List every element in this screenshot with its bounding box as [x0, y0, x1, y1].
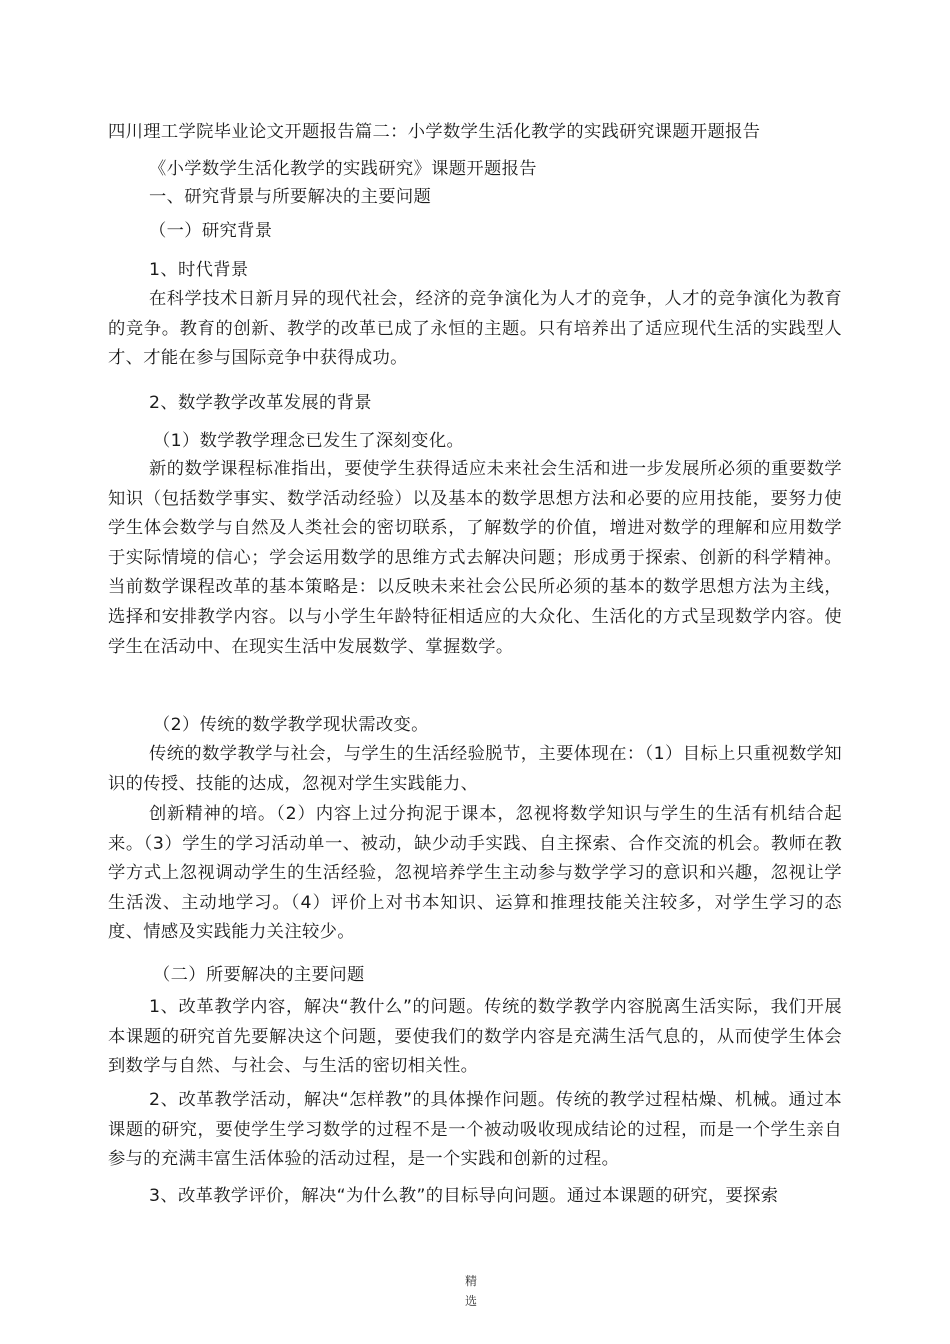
paragraph-problem-2: 2、改革教学活动，解决“怎样教”的具体操作问题。传统的教学过程枯燥、机械。通过本课题的研究，要使学生学习数学的过程不是一个被动吸收现成结论的过程，而是一个学生亲自参与的充满丰富生活体验的活动过程，是一个实践和创新的过程。	[108, 1090, 842, 1170]
subsection-heading-background: （一）研究背景	[149, 221, 273, 241]
footer-char-2: 选	[464, 1294, 477, 1308]
paragraph-curriculum-standard: 新的数学课程标准指出，要使学生获得适应未来社会生活和进一步发展所必须的重要数学知识（包括数学事实、数学活动经验）以及基本的数学思想方法和必要的应用技能，要努力使学生体会数学与自然及人类社会的密切联系，了解数学的价值，增进对数学的理解和应用数学于实际情境的信心；学会运用数学的思维方式去解决问题；形成勇于探索、创新的科学精神。当前数学课程改革的基本策略是：以反映未来社会公民所必须的基本的数学思想方法为主线，选择和安排教学内容。以与小学生年龄特征相适应的大众化、生活化的方式呈现数学内容。使学生在活动中、在现实生活中发展数学、掌握数学。	[108, 459, 842, 657]
paragraph-traditional-issues: 创新精神的培。（2）内容上过分拘泥于课本，忽视将数学知识与学生的生活有机结合起来。（3）学生的学习活动单一、被动，缺少动手实践、自主探索、合作交流的机会。教师在教学方式上忽视调动学生的生活经验，忽视培养学生主动参与数学学习的意识和兴趣，忽视让学生活泼、主动地学习。（4）评价上对书本知识、运算和推理技能关注较多，对学生学习的态度、情感及实践能力关注较少。	[108, 804, 842, 943]
paragraph-era-background: 在科学技术日新月异的现代社会，经济的竞争演化为人才的竞争，人才的竞争演化为教育的竞争。教育的创新、教学的改革已成了永恒的主题。只有培养出了适应现代生活的实践型人才、才能在参与国际竞争中获得成功。	[108, 289, 842, 369]
paragraph-problem-3: 3、改革教学评价，解决“为什么教”的目标导向问题。通过本课题的研究，要探索	[149, 1186, 779, 1206]
report-title: 《小学数学生活化教学的实践研究》课题开题报告	[149, 159, 537, 179]
subsection-heading-main-problems: （二）所要解决的主要问题	[153, 965, 365, 985]
document-title: 四川理工学院毕业论文开题报告篇二：小学数学生活化教学的实践研究课题开题报告	[108, 122, 761, 142]
footer-char-1: 精	[464, 1274, 477, 1288]
heading-era-background: 1、时代背景	[149, 260, 249, 280]
heading-reform-background: 2、数学教学改革发展的背景	[149, 393, 372, 413]
page-footer	[459, 1271, 483, 1311]
section-heading-1: 一、研究背景与所要解决的主要问题	[149, 187, 432, 207]
paragraph-problem-1: 1、改革教学内容，解决“教什么”的问题。传统的数学教学内容脱离生活实际，我们开展本课题的研究首先要解决这个问题，要使我们的数学内容是充满生活气息的，从而使学生体会到数学与自然、与社会、与生活的密切相关性。	[108, 997, 842, 1077]
heading-teaching-concept: （1）数学教学理念已发生了深刻变化。	[153, 431, 465, 451]
heading-traditional-teaching: （2）传统的数学教学现状需改变。	[153, 715, 429, 735]
paragraph-traditional-teaching: 传统的数学教学与社会，与学生的生活经验脱节，主要体现在：（1）目标上只重视数学知识的传授、技能的达成，忽视对学生实践能力、	[108, 744, 842, 794]
